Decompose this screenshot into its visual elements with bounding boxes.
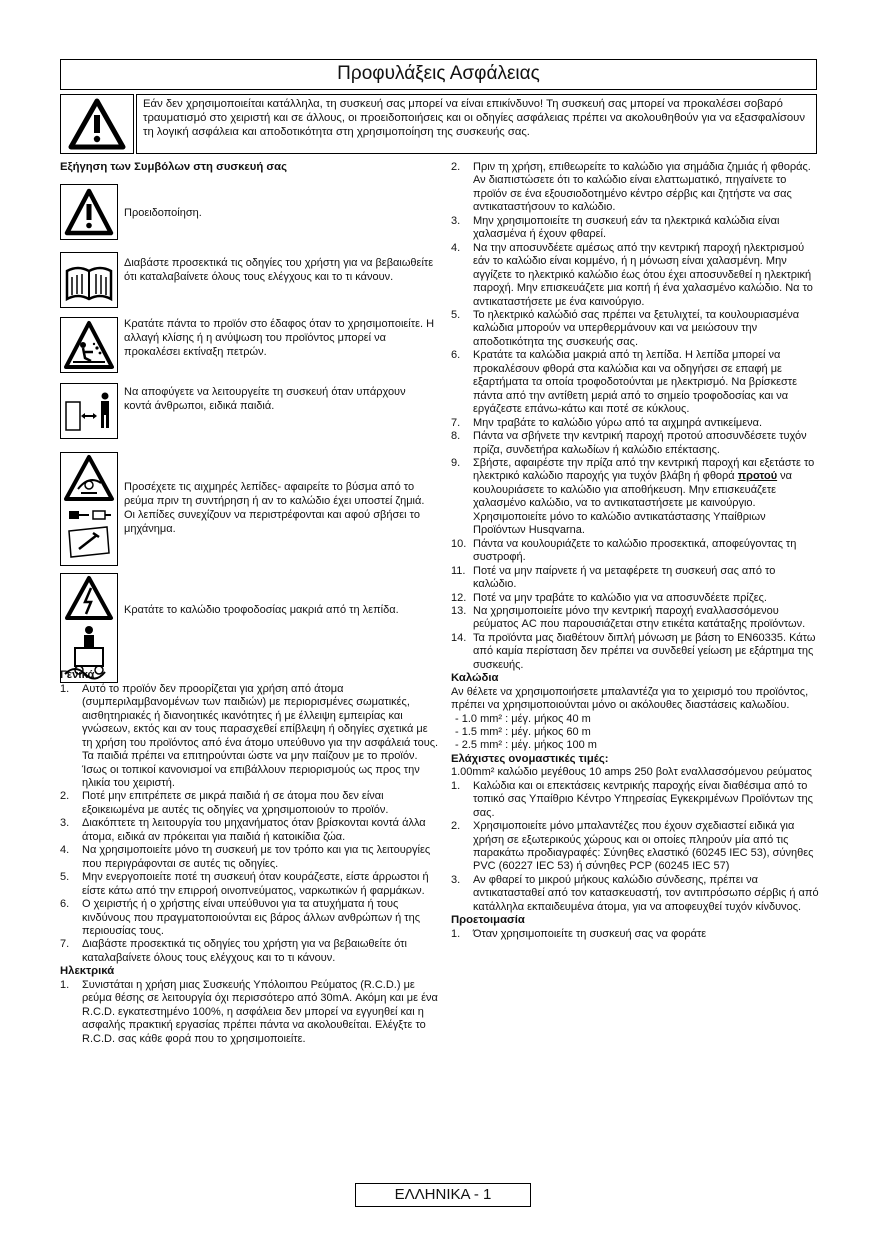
symbol-box xyxy=(60,383,118,439)
page-footer xyxy=(355,1183,531,1207)
list-item: 2. Ποτέ μην επιτρέπετε σε μικρά παιδιά ή σε άτομα που δεν είναι εξοικειωμένα με αυτές τις οδηγίες να χρησιμοποιούν το προϊόν. xyxy=(60,790,389,816)
symbol-text: Διαβάστε προσεκτικά τις οδηγίες του χρήστη για να βεβαιωθείτε ότι καταλαβαίνετε όλους τους ελέγχους και το τι κάνουν. xyxy=(124,257,434,284)
list-item: 3. Διακόπτετε τη λειτουργία του μηχανήματος όταν βρίσκονται κοντά άλλα άτομα, ειδικά αν πρόκειται για παιδιά ή κατοικίδια ζώα. xyxy=(60,817,426,843)
symbol-row-bystanders xyxy=(60,379,440,442)
page-title: Προφυλάξεις Ασφάλειας xyxy=(337,63,540,84)
list-item: 11. Ποτέ να μην παίρνετε ή να μεταφέρετε τη συσκευή σας από το καλώδιο. xyxy=(451,564,776,591)
sharp-blades-icon xyxy=(61,453,117,565)
symbol-row-cable xyxy=(60,567,440,679)
preparation-list xyxy=(451,928,819,941)
list-item: 2. Πριν τη χρήση, επιθεωρείτε το καλώδιο για σημάδια ζημιάς ή φθοράς. Αν διαπιστώσετε ότι το καλώδιο είναι ελαττωματικό, πηγαίνετε το προϊόν σε ένα εξουσιοδοτημένο κέντρο σέρβις και ζητήστε να σας αντικαταστήσουν το καλώδιο. xyxy=(451,161,811,214)
list-item: 4. Να την αποσυνδέετε αμέσως από την κεντρική παροχή ηλεκτρισμού εάν το καλώδιο είναι κομμένο, ή η μόνωση είναι χαλασμένη. Μην αγγίζετε το ηλεκτρικό καλώδιο έως ότου έχει αποσυνδεθεί η ηλεκτρική παροχή. Μην επισκευάζετε μια κοπή ή ένα χαλασμένο καλώδιο. Να το αντικαταστήσετε με ένα καινούργιο. xyxy=(451,241,813,308)
manual-book-icon xyxy=(61,253,117,307)
symbol-text: Προειδοποίηση. xyxy=(124,207,202,220)
list-item: 7. Διαβάστε προσεκτικά τις οδηγίες του χρήστη για να βεβαιωθείτε ότι καταλαβαίνετε όλους τους ελέγχους και το τι κάνουν. xyxy=(60,938,407,964)
page-title-box xyxy=(60,59,817,90)
symbol-row-manual xyxy=(60,244,440,311)
symbols-heading: Εξήγηση των Συμβόλων στη συσκευή σας xyxy=(60,161,287,173)
list-item: 8. Πάντα να σβήνετε την κεντρική παροχή προτού αποσυνδέσετε τυχόν πρίζα, συνδετήρα καλωδίων ή καλώδιο επέκτασης. xyxy=(451,430,807,456)
left-column xyxy=(60,161,440,1046)
list-item: 9. Σβήστε, αφαιρέστε την πρίζα από την κεντρική παροχή και εξετάστε το ηλεκτρικό καλώδιο παροχής για τυχόν βλάβη ή φθορά προτού να κουλουριάσετε το καλώδιο για αποθήκευση. Μην επισκευάζετε χαλασμένο καλώδιο, να το αντικαταστήσετε με καινούργιο. Χρησιμοποιείτε μόνο το καλώδιο αντικατάστασης Υπαίθριων Προϊόντων Husqvarna. xyxy=(451,456,815,537)
list-item: 1. Συνιστάται η χρήση μιας Συσκευής Υπόλοιπου Ρεύματος (R.C.D.) με ρεύμα θέσης σε λειτουργία όχι περισσότερο από 30mA. Ακόμη και με ένα R.C.D. εγκατεστημένο 100%, η ασφάλεια δεν μπορεί να εγγυηθεί και η ασφαλής πρακτική εργασίας πρέπει πάντα να ακολουθείται. Ελέγξτε το R.C.D. σας κάθε φορά που το χρησιμοποιείτε. xyxy=(60,978,438,1045)
list-item: 1. Καλώδια και οι επεκτάσεις κεντρικής παροχής είναι διαθέσιμα από το τοπικό σας Υπαίθριο Κέντρο Υπηρεσίας Εγκεκριμένων Προϊόντων της σας. xyxy=(451,779,813,819)
list-item: 5. Το ηλεκτρικό καλώδιό σας πρέπει να ξετυλιχτεί, τα κουλουριασμένα καλώδια μπορούν να υπερθερμάνουν και να μειώσουν την αποδοτικότητα της συσκευής σας. xyxy=(451,308,800,348)
electric-cable-icon xyxy=(61,574,117,682)
bystander-distance-icon xyxy=(61,384,117,438)
list-item: 7. Μην τραβάτε το καλώδιο γύρω από τα αιχμηρά αντικείμενα. xyxy=(451,416,763,429)
symbol-box xyxy=(60,573,118,683)
list-item: 13. Να χρησιμοποιείτε μόνο την κεντρική παροχή εναλλασσόμενου ρεύματος AC που παρουσιάζεται στην ετικέτα κατάταξης προϊόντων. xyxy=(451,604,806,631)
electrical-list-left xyxy=(60,979,440,1046)
preparation-heading: Προετοιμασία xyxy=(451,914,525,927)
list-item: 2. Χρησιμοποιείτε μόνο μπαλαντέζες που έχουν σχεδιαστεί ειδικά για χρήση σε εξωτερικούς χώρους και οι οποίες πληρούν μία από τις παρακάτω προδιαγραφές: Σύνηθες ελαστικό (60245 IEC 53), σύνηθες PVC (60227 IEC 53) ή σύνηθες PCP (60245 IEC 57) xyxy=(451,820,814,873)
emphasis-before: προτού xyxy=(737,470,778,483)
list-item: 3. Αν φθαρεί το μικρού μήκους καλώδιο σύνδεσης, πρέπει να αντικατασταθεί από τον κατασκευαστή, τον αντιπρόσωπο σέρβις ή από κατάλληλα εκπαιδευμένα άτομα, για να αποφευχθεί τυχόν κίνδυνος. xyxy=(451,873,819,913)
cables-heading: Καλώδια xyxy=(451,672,499,685)
list-item: 1. Αυτό το προϊόν δεν προορίζεται για χρήση από άτομα (συμπεριλαμβανομένων των παιδιών) με περιορισμένες σωματικές, αισθητηριακές ή διανοητικές ικανότητες ή με έλλειψη εμπειρίας και γνώσεων, εκτός και αν τους παρασχεθεί επίβλεψη ή οδηγίες σχετικά με τη χρήση του προϊόντος από ένα άτομο υπεύθυνο για την ασφάλειά τους. Τα παιδιά πρέπει να επιτηρούνται ώστε να μην παίζουν με το προϊόν. Ίσως οι τοπικοί κανονισμοί να επιβάλλουν περιορισμούς ως προς την ηλικία του χειριστή. xyxy=(60,682,439,789)
warning-icon xyxy=(61,95,133,153)
min-ratings-heading: Ελάχιστες ονομαστικές τιμές: xyxy=(451,752,609,765)
cable-size-item: - 1.0 mm² : μέγ. μήκος 40 m xyxy=(455,712,591,725)
intro-warning-block xyxy=(60,94,817,154)
symbol-row-blades xyxy=(60,442,440,567)
symbol-row-stones xyxy=(60,311,440,379)
list-item: 14. Τα προϊόντα μας διαθέτουν διπλή μόνωση με βάση το EN60335. Κάτω από καμία περίσταση δεν πρέπει να συνδεθεί γείωση με εξάρτημα της συσκευής. xyxy=(451,631,816,671)
right-column xyxy=(451,161,819,941)
general-list xyxy=(60,683,440,966)
list-item: 6. Κρατάτε τα καλώδια μακριά από τη λεπίδα. Η λεπίδα μπορεί να προκαλέσουν φθορά στα καλώδια και να οδηγήσει σε επαφή με εξαρτήματα τα οποία τροφοδοτούνται με ηλεκτρισμό. Να βρίσκεστε πάντα από την αντίθετη μεριά από το σημείο τροφοδοσίας και να εργάζεστε επάνω-κάτω και ποτέ σε κύκλους. xyxy=(451,349,798,416)
cables-intro: Αν θέλετε να χρησιμοποιήσετε μπαλαντέζα για το χειρισμό του προϊόντος, πρέπει να χρησιμοποιούνται μόνο οι ακόλουθες διαστάσεις καλωδίου. xyxy=(451,685,809,712)
symbol-box xyxy=(60,184,118,240)
intro-warning-icon-box xyxy=(60,94,134,154)
symbol-box xyxy=(60,317,118,373)
symbol-row-warning xyxy=(60,174,440,244)
electrical-heading: Ηλεκτρικά xyxy=(60,965,115,978)
electrical-list-right xyxy=(451,161,819,672)
symbol-text: Κρατάτε πάντα το προϊόν στο έδαφος όταν το χρησιμοποιείτε. Η αλλαγή κλίσης ή η ανύψωση του προϊόντος μπορεί να προκαλέσει εκτίναξη πετρών. xyxy=(124,318,435,359)
symbol-text: Να αποφύγετε να λειτουργείτε τη συσκευή όταν υπάρχουν κοντά άνθρωποι, ειδικά παιδιά. xyxy=(124,386,406,413)
symbol-box xyxy=(60,252,118,308)
list-item: 10. Πάντα να κουλουριάζετε το καλώδιο προσεκτικά, αποφεύγοντας τη συστροφή. xyxy=(451,537,797,564)
thrown-stones-icon xyxy=(61,318,117,372)
list-item: 12. Ποτέ να μην τραβάτε το καλώδιο για να αποσυνδέετε πρίζες. xyxy=(451,591,767,604)
list-item: 1. Όταν χρησιμοποιείτε τη συσκευή σας να φοράτε xyxy=(451,927,707,940)
symbol-text: Προσέχετε τις αιχμηρές λεπίδες- αφαιρείτε το βύσμα από το ρεύμα πριν τη συντήρηση ή αν το καλώδιο έχει υποστεί ζημιά. Οι λεπίδες συνεχίζουν να περιστρέφονται και αφού σβήσει το μηχάνημα. xyxy=(124,481,425,536)
symbol-text: Κρατάτε το καλώδιο τροφοδοσίας μακριά από τη λεπίδα. xyxy=(124,604,399,617)
general-heading: Γενικά xyxy=(60,669,95,682)
list-item: 6. Ο χειριστής ή ο χρήστης είναι υπεύθυνοι για τα ατυχήματα ή τους κινδύνους που πραγματοποιούνται εις βάρος άλλων ανθρώπων ή της περιουσίας τους. xyxy=(60,898,421,937)
list-item: 5. Μην ενεργοποιείτε ποτέ τη συσκευή όταν κουράζεστε, είστε άρρωστοι ή είστε κάτω από την επιρροή οινοπνεύματος, ναρκωτικών ή φαρμάκων. xyxy=(60,871,429,897)
min-ratings-list xyxy=(451,780,819,915)
warning-icon xyxy=(61,185,117,239)
min-ratings-text: 1.00mm² καλώδιο μεγέθους 10 amps 250 βολτ εναλλασσόμενου ρεύματος xyxy=(451,766,812,779)
page-number-label: ΕΛΛΗΝΙΚΑ - 1 xyxy=(394,1186,492,1203)
list-item: 4. Να χρησιμοποιείτε μόνο τη συσκευή με τον τρόπο και για τις λειτουργίες που περιγράφονται σε αυτές τις οδηγίες. xyxy=(60,844,431,870)
cable-size-item: - 2.5 mm² : μέγ. μήκος 100 m xyxy=(455,739,597,752)
cable-size-item: - 1.5 mm² : μέγ. μήκος 60 m xyxy=(455,725,591,738)
list-item: 3. Μην χρησιμοποιείτε τη συσκευή εάν τα ηλεκτρικά καλώδια είναι χαλασμένα ή έχουν φθαρεί. xyxy=(451,214,780,241)
intro-warning-text: Εάν δεν χρησιμοποιείται κατάλληλα, τη συσκευή σας μπορεί να είναι επικίνδυνο! Τη συσκευή σας μπορεί να προκαλέσει σοβαρό τραυματισμό στο χειριστή και σε άλλους, οι προειδοποιήσεις και οι οδηγίες ασφάλειας πρέπει να ακολουθηθούν για να εξασφαλίσουν τη λογική ασφάλεια και αποδοτικότητα στη χρησιμοποίηση της συσκευής σας. xyxy=(136,94,817,154)
symbol-box xyxy=(60,452,118,566)
